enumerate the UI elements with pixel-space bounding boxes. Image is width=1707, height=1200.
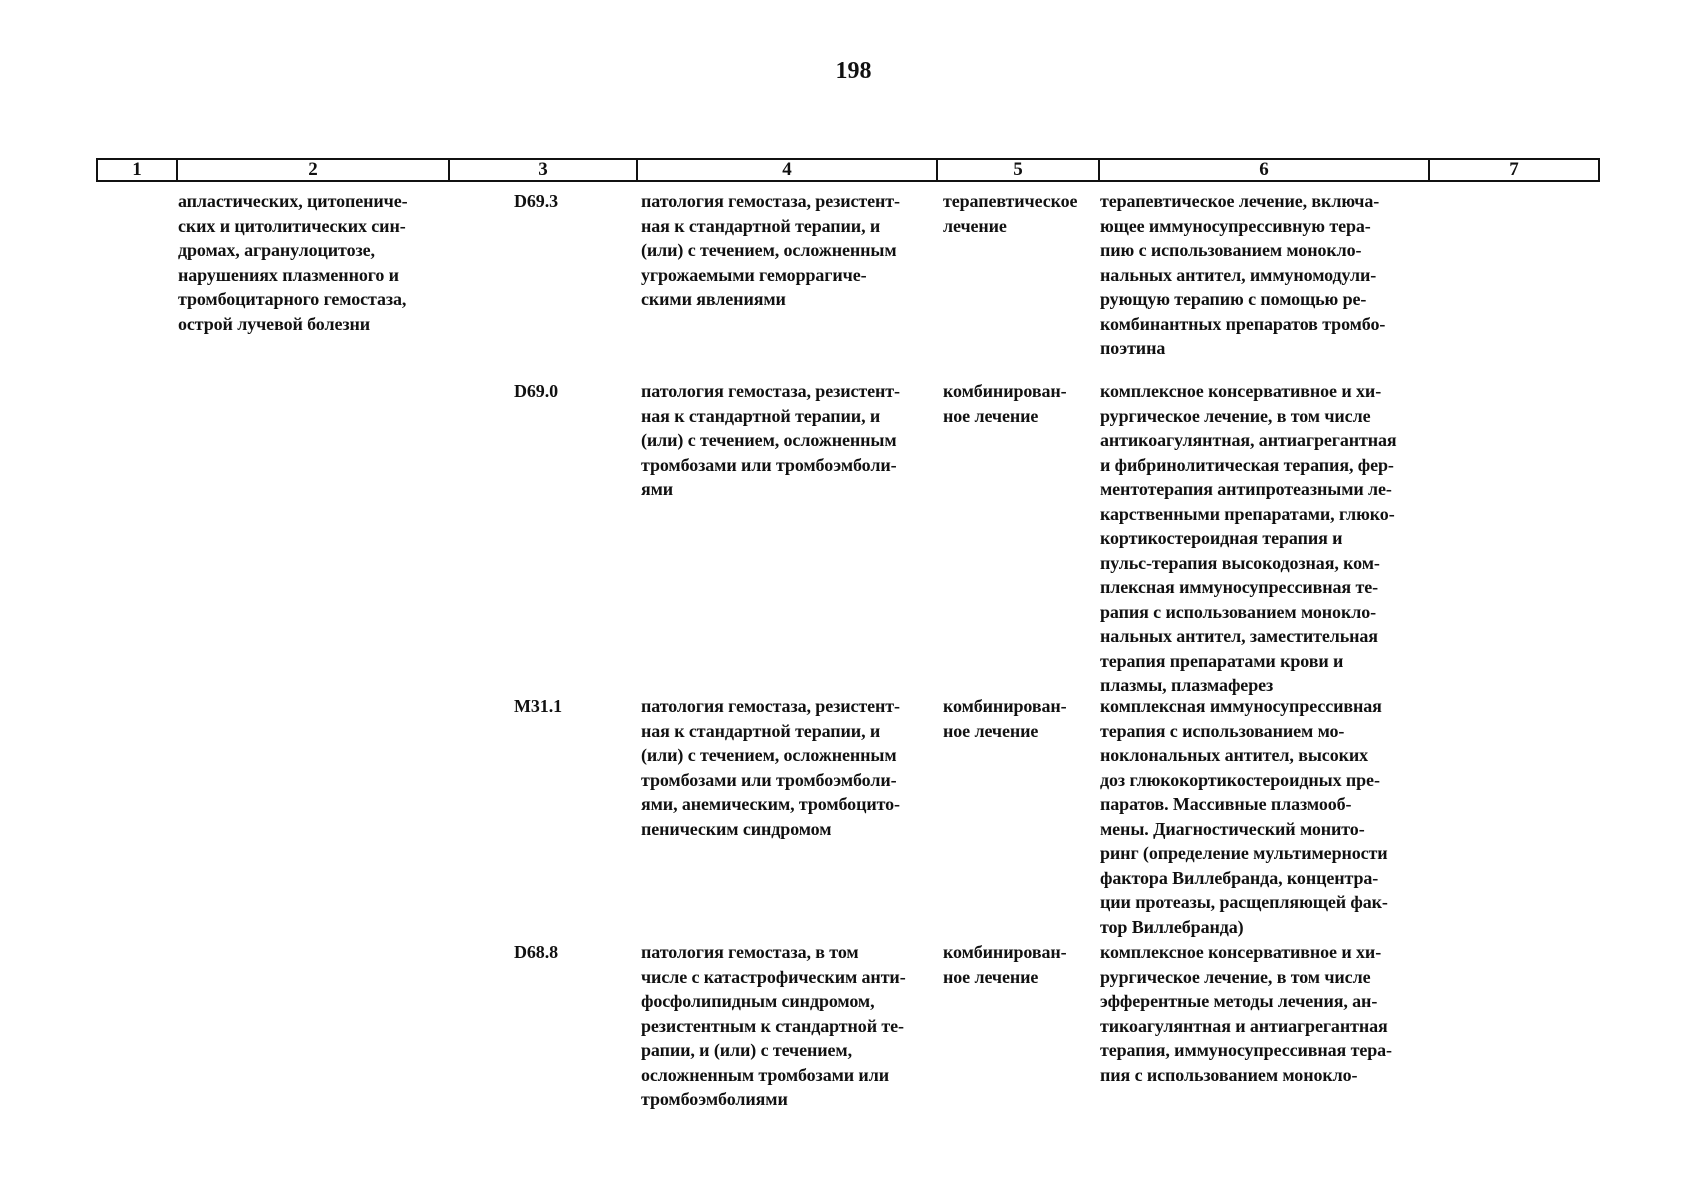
disease-description: апластических, цитопениче- ских и цитолитических син- дромах, агранулоцитозе, нарушениях плазменного и тромбоцитарного гемостаза, острой лучевой болезни (178, 191, 408, 334)
icd-code: M31.1 (514, 696, 562, 716)
icd-code: D69.3 (514, 191, 558, 211)
treatment-type: комбинирован- ное лечение (943, 381, 1067, 426)
patient-model: патология гемостаза, резистент- ная к стандартной терапии, и (или) с течением, осложненным тромбозами или тромбоэмболи- ями (641, 381, 900, 499)
header-cell: 2 (176, 158, 448, 182)
patient-model: патология гемостаза, резистент- ная к стандартной терапии, и (или) с течением, осложненным тромбозами или тромбоэмболи- ями, анемическим, тромбоцито- пеническим синдромом (641, 696, 900, 839)
header-cell: 3 (448, 158, 636, 182)
treatment-method: терапевтическое лечение, включа- ющее иммуносупрессивную тера- пию с использованием монокло- нальных антител, иммуномодули- рующую терапию с помощью ре- комбинантных препаратов тромбо- поэтина (1100, 191, 1386, 358)
treatment-method: комплексное консервативное и хи- рургическое лечение, в том числе эфферентные методы лечения, ан- тикоагулянтная и антиагрегантная терапия, иммуносупрессивная тера- пия с использованием монокло- (1100, 942, 1392, 1085)
icd-code: D69.0 (514, 381, 558, 401)
icd-code: D68.8 (514, 942, 558, 962)
patient-model: патология гемостаза, резистент- ная к стандартной терапии, и (или) с течением, осложненным угрожаемыми геморрагиче- скими явлениями (641, 191, 900, 309)
header-cell: 6 (1098, 158, 1428, 182)
treatment-method: комплексное консервативное и хи- рургическое лечение, в том числе антикоагулянтная, антиагрегантная и фибринолитическая терапия, фер- ментотерапия антипротеазными ле- карственными препаратами, глюко- кортикостероидная терапия и пульс-терапия высокодозная, ком- плексная иммуносупрессивная те- рапия с использованием монокло- нальных антител, заместительная терапия препаратами крови и плазмы, плазмаферез (1100, 381, 1397, 695)
treatment-type: терапевтическое лечение (943, 191, 1078, 236)
page-number: 198 (835, 58, 872, 84)
treatment-method: комплексная иммуносупрессивная терапия с использованием мо- ноклональных антител, высоких доз глюкокортикостероидных пре- паратов. Массивные плазмооб- мены. Диагностический монито- ринг (определение мультимерности фактора Виллебранда, концентра- ции протеазы, расщепляющей фак- тор Виллебранда) (1100, 696, 1388, 937)
patient-model: патология гемостаза, в том числе с катастрофическим анти- фосфолипидным синдромом, резистентным к стандартной те- рапии, и (или) с течением, осложненным тромбозами или тромбоэмболиями (641, 942, 906, 1109)
header-cell: 7 (1428, 158, 1600, 182)
header-cell: 4 (636, 158, 936, 182)
treatment-type: комбинирован- ное лечение (943, 696, 1067, 741)
header-cell: 5 (936, 158, 1098, 182)
treatment-type: комбинирован- ное лечение (943, 942, 1067, 987)
header-cell: 1 (96, 158, 176, 182)
